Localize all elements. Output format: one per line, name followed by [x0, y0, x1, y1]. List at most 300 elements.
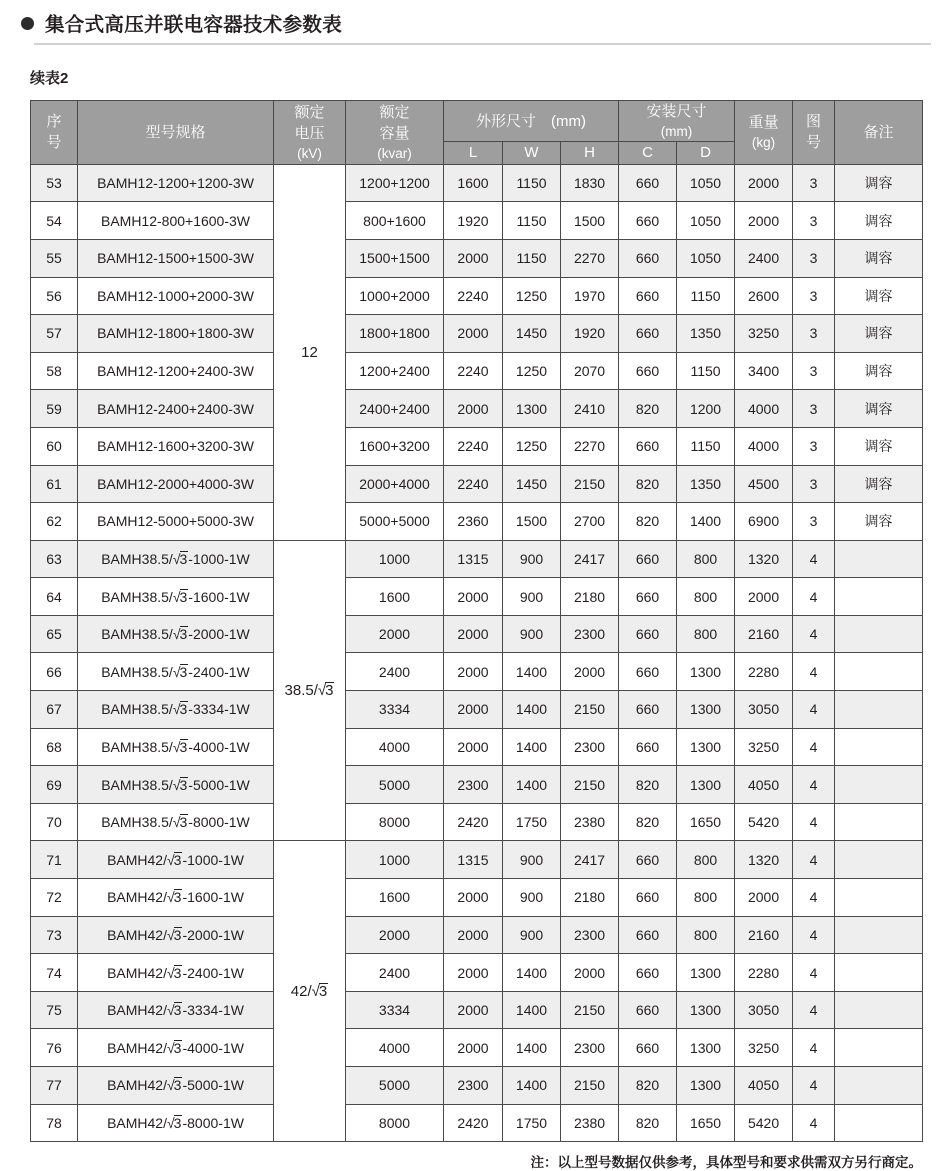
cell-install-d: 1300 [677, 691, 735, 729]
cell-drawing-no: 4 [793, 1104, 835, 1142]
cell-height: 2270 [561, 427, 619, 465]
cell-install-c: 660 [619, 352, 677, 390]
cell-length: 2000 [444, 879, 503, 917]
cell-install-d: 1150 [677, 277, 735, 315]
table-head [31, 101, 923, 165]
cell-height: 2180 [561, 879, 619, 917]
cell-capacity: 1200+2400 [346, 352, 444, 390]
cell-install-d: 1300 [677, 653, 735, 691]
cell-install-c: 660 [619, 691, 677, 729]
cell-install-c: 660 [619, 615, 677, 653]
cell-install-d: 1050 [677, 164, 735, 202]
cell-width: 900 [503, 841, 561, 879]
cell-install-c: 660 [619, 991, 677, 1029]
cell-install-d: 800 [677, 879, 735, 917]
table-subtitle: 续表2 [30, 70, 69, 87]
cell-remark: 调容 [835, 465, 923, 503]
cell-model: BAMH38.5/√3-2400-1W [78, 653, 274, 691]
cell-install-d: 800 [677, 578, 735, 616]
cell-model: BAMH12-2400+2400-3W [78, 390, 274, 428]
cell-seq: 53 [31, 164, 78, 202]
col-header-drawing [793, 101, 835, 165]
cell-model: BAMH38.5/√3-2000-1W [78, 615, 274, 653]
cell-seq: 70 [31, 803, 78, 841]
cell-seq: 64 [31, 578, 78, 616]
cell-capacity: 2400 [346, 954, 444, 992]
cell-height: 2417 [561, 540, 619, 578]
cell-drawing-no: 3 [793, 315, 835, 353]
cell-height: 2700 [561, 503, 619, 541]
cell-install-d: 1300 [677, 1067, 735, 1105]
cell-model: BAMH38.5/√3-1600-1W [78, 578, 274, 616]
cell-drawing-no: 4 [793, 841, 835, 879]
cell-drawing-no: 3 [793, 465, 835, 503]
cell-capacity: 1000+2000 [346, 277, 444, 315]
table-row [31, 352, 923, 390]
table-row [31, 841, 923, 879]
cell-install-c: 820 [619, 503, 677, 541]
table-row [31, 503, 923, 541]
table-row [31, 202, 923, 240]
cell-install-c: 660 [619, 202, 677, 240]
cell-model: BAMH12-2000+4000-3W [78, 465, 274, 503]
col-header-remark: 备注 [835, 101, 923, 165]
cell-install-c: 660 [619, 1029, 677, 1067]
cell-height: 1920 [561, 315, 619, 353]
cell-remark [835, 691, 923, 729]
cell-drawing-no: 3 [793, 277, 835, 315]
cell-weight: 4000 [735, 427, 793, 465]
table-row [31, 916, 923, 954]
cell-install-c: 660 [619, 277, 677, 315]
cell-drawing-no: 3 [793, 390, 835, 428]
capacitor-spec-table [30, 100, 923, 1142]
cell-height: 2150 [561, 465, 619, 503]
cell-length: 2000 [444, 653, 503, 691]
cell-drawing-no: 4 [793, 1029, 835, 1067]
col-header-H: H [561, 142, 619, 164]
cell-drawing-no: 4 [793, 766, 835, 804]
cell-capacity: 2000 [346, 615, 444, 653]
cell-install-d: 800 [677, 615, 735, 653]
cell-capacity: 2400+2400 [346, 390, 444, 428]
cell-install-d: 1300 [677, 728, 735, 766]
cell-model: BAMH12-1200+1200-3W [78, 164, 274, 202]
cell-install-c: 820 [619, 766, 677, 804]
cell-capacity: 1600 [346, 879, 444, 917]
cell-capacity: 3334 [346, 691, 444, 729]
cell-seq: 68 [31, 728, 78, 766]
cell-remark: 调容 [835, 352, 923, 390]
cell-drawing-no: 3 [793, 202, 835, 240]
cell-capacity: 1000 [346, 841, 444, 879]
col-header-L: L [444, 142, 503, 164]
col-header-install-group [619, 101, 735, 142]
cell-length: 2300 [444, 1067, 503, 1105]
cell-install-d: 1650 [677, 1104, 735, 1142]
cell-remark: 调容 [835, 315, 923, 353]
cell-weight: 3050 [735, 691, 793, 729]
col-header-weight-line1: 重量 [748, 114, 779, 132]
cell-remark: 调容 [835, 164, 923, 202]
cell-capacity: 1200+1200 [346, 164, 444, 202]
cell-model: BAMH12-1200+2400-3W [78, 352, 274, 390]
cell-drawing-no: 4 [793, 691, 835, 729]
cell-remark: 调容 [835, 390, 923, 428]
cell-capacity: 800+1600 [346, 202, 444, 240]
cell-length: 2240 [444, 352, 503, 390]
col-header-voltage [274, 101, 346, 165]
cell-weight: 3250 [735, 1029, 793, 1067]
cell-seq: 55 [31, 239, 78, 277]
cell-weight: 3050 [735, 991, 793, 1029]
cell-drawing-no: 4 [793, 653, 835, 691]
col-header-seq [31, 101, 78, 165]
cell-width: 1150 [503, 202, 561, 240]
cell-height: 2380 [561, 803, 619, 841]
cell-width: 1400 [503, 653, 561, 691]
col-header-outline-group: 外形尺寸 (mm) [444, 101, 619, 142]
cell-model: BAMH38.5/√3-5000-1W [78, 766, 274, 804]
cell-height: 2270 [561, 239, 619, 277]
cell-height: 2150 [561, 766, 619, 804]
cell-width: 1300 [503, 390, 561, 428]
cell-remark [835, 766, 923, 804]
col-header-seq-line2: 号 [46, 134, 62, 152]
page-title: 集合式高压并联电容器技术参数表 [45, 14, 343, 36]
cell-remark: 调容 [835, 239, 923, 277]
cell-weight: 4000 [735, 390, 793, 428]
cell-width: 900 [503, 578, 561, 616]
cell-height: 2150 [561, 1067, 619, 1105]
cell-length: 2240 [444, 277, 503, 315]
cell-width: 1400 [503, 728, 561, 766]
cell-install-c: 660 [619, 916, 677, 954]
cell-capacity: 1800+1800 [346, 315, 444, 353]
cell-length: 2000 [444, 728, 503, 766]
cell-weight: 2600 [735, 277, 793, 315]
cell-install-d: 1350 [677, 465, 735, 503]
cell-capacity: 1500+1500 [346, 239, 444, 277]
table-row [31, 691, 923, 729]
table-row [31, 653, 923, 691]
cell-seq: 71 [31, 841, 78, 879]
cell-drawing-no: 4 [793, 540, 835, 578]
cell-remark: 调容 [835, 277, 923, 315]
col-header-capacity-line1: 额定 [379, 103, 410, 121]
cell-remark [835, 841, 923, 879]
cell-length: 1920 [444, 202, 503, 240]
cell-weight: 2000 [735, 578, 793, 616]
cell-model: BAMH42/√3-2000-1W [78, 916, 274, 954]
cell-width: 900 [503, 540, 561, 578]
cell-weight: 5420 [735, 803, 793, 841]
cell-length: 1315 [444, 540, 503, 578]
col-header-weight-unit: (kg) [751, 135, 776, 151]
cell-capacity: 3334 [346, 991, 444, 1029]
cell-height: 2150 [561, 691, 619, 729]
cell-seq: 66 [31, 653, 78, 691]
cell-capacity: 1600+3200 [346, 427, 444, 465]
table-row [31, 879, 923, 917]
col-header-D: D [677, 142, 735, 164]
col-header-weight [735, 101, 793, 165]
cell-install-c: 660 [619, 164, 677, 202]
cell-height: 2300 [561, 916, 619, 954]
cell-capacity: 5000 [346, 766, 444, 804]
spec-table-wrapper [30, 100, 922, 1142]
cell-drawing-no: 4 [793, 916, 835, 954]
cell-capacity: 1600 [346, 578, 444, 616]
cell-length: 2420 [444, 1104, 503, 1142]
cell-weight: 1320 [735, 841, 793, 879]
cell-install-d: 1300 [677, 954, 735, 992]
cell-length: 2000 [444, 954, 503, 992]
cell-height: 2380 [561, 1104, 619, 1142]
cell-length: 2000 [444, 390, 503, 428]
cell-height: 1970 [561, 277, 619, 315]
cell-height: 2000 [561, 954, 619, 992]
cell-seq: 62 [31, 503, 78, 541]
col-header-model: 型号规格 [78, 101, 274, 165]
table-row [31, 1067, 923, 1105]
page-header [0, 0, 950, 37]
cell-height: 2150 [561, 991, 619, 1029]
cell-seq: 57 [31, 315, 78, 353]
cell-install-d: 1150 [677, 427, 735, 465]
cell-remark: 调容 [835, 202, 923, 240]
cell-install-c: 820 [619, 1067, 677, 1105]
cell-seq: 56 [31, 277, 78, 315]
cell-remark [835, 803, 923, 841]
table-row [31, 390, 923, 428]
cell-width: 900 [503, 879, 561, 917]
cell-install-d: 1150 [677, 352, 735, 390]
cell-capacity: 8000 [346, 1104, 444, 1142]
cell-width: 1150 [503, 239, 561, 277]
cell-weight: 3250 [735, 728, 793, 766]
cell-install-d: 1650 [677, 803, 735, 841]
filled-circle-icon [21, 17, 34, 30]
cell-height: 2070 [561, 352, 619, 390]
cell-weight: 2280 [735, 954, 793, 992]
cell-rated-voltage: 42/√3 [274, 841, 346, 1142]
cell-model: BAMH38.5/√3-3334-1W [78, 691, 274, 729]
cell-capacity: 4000 [346, 1029, 444, 1067]
cell-install-c: 660 [619, 578, 677, 616]
cell-weight: 2000 [735, 202, 793, 240]
table-row [31, 540, 923, 578]
cell-width: 1250 [503, 427, 561, 465]
cell-width: 1150 [503, 164, 561, 202]
col-header-install-line1: 安装尺寸 [646, 103, 707, 120]
cell-remark [835, 728, 923, 766]
cell-weight: 5420 [735, 1104, 793, 1142]
cell-weight: 2000 [735, 879, 793, 917]
cell-width: 900 [503, 916, 561, 954]
table-row [31, 1029, 923, 1067]
cell-width: 1500 [503, 503, 561, 541]
cell-install-d: 800 [677, 841, 735, 879]
cell-seq: 69 [31, 766, 78, 804]
cell-height: 2180 [561, 578, 619, 616]
cell-model: BAMH12-5000+5000-3W [78, 503, 274, 541]
cell-install-d: 1350 [677, 315, 735, 353]
cell-remark [835, 991, 923, 1029]
table-row [31, 465, 923, 503]
cell-rated-voltage: 12 [274, 164, 346, 540]
cell-model: BAMH42/√3-1600-1W [78, 879, 274, 917]
cell-seq: 78 [31, 1104, 78, 1142]
cell-capacity: 5000+5000 [346, 503, 444, 541]
cell-model: BAMH42/√3-1000-1W [78, 841, 274, 879]
cell-width: 1750 [503, 1104, 561, 1142]
cell-capacity: 2000+4000 [346, 465, 444, 503]
cell-remark [835, 578, 923, 616]
cell-seq: 77 [31, 1067, 78, 1105]
cell-seq: 58 [31, 352, 78, 390]
cell-capacity: 8000 [346, 803, 444, 841]
cell-drawing-no: 4 [793, 728, 835, 766]
cell-height: 2410 [561, 390, 619, 428]
cell-install-c: 660 [619, 954, 677, 992]
cell-width: 1250 [503, 352, 561, 390]
cell-width: 1400 [503, 1029, 561, 1067]
cell-install-c: 660 [619, 239, 677, 277]
cell-width: 1450 [503, 315, 561, 353]
cell-height: 2417 [561, 841, 619, 879]
cell-remark [835, 540, 923, 578]
table-row [31, 427, 923, 465]
cell-length: 2000 [444, 615, 503, 653]
cell-length: 2240 [444, 427, 503, 465]
col-header-voltage-unit: (kV) [297, 146, 322, 162]
cell-weight: 6900 [735, 503, 793, 541]
table-row [31, 1104, 923, 1142]
cell-remark [835, 879, 923, 917]
cell-model: BAMH12-800+1600-3W [78, 202, 274, 240]
cell-seq: 63 [31, 540, 78, 578]
cell-weight: 2280 [735, 653, 793, 691]
cell-install-d: 800 [677, 540, 735, 578]
cell-install-c: 820 [619, 465, 677, 503]
cell-length: 1315 [444, 841, 503, 879]
cell-length: 2000 [444, 1029, 503, 1067]
header-row-top [31, 101, 923, 142]
cell-width: 900 [503, 615, 561, 653]
cell-install-d: 1050 [677, 202, 735, 240]
cell-install-c: 660 [619, 427, 677, 465]
table-row [31, 315, 923, 353]
table-row [31, 277, 923, 315]
cell-install-d: 1200 [677, 390, 735, 428]
col-header-capacity-line2: 容量 [379, 124, 410, 142]
cell-remark [835, 916, 923, 954]
cell-length: 2000 [444, 578, 503, 616]
cell-model: BAMH38.5/√3-4000-1W [78, 728, 274, 766]
cell-remark [835, 615, 923, 653]
cell-seq: 75 [31, 991, 78, 1029]
cell-install-d: 800 [677, 916, 735, 954]
cell-drawing-no: 4 [793, 954, 835, 992]
cell-length: 2240 [444, 465, 503, 503]
cell-remark [835, 653, 923, 691]
cell-model: BAMH42/√3-8000-1W [78, 1104, 274, 1142]
cell-length: 2000 [444, 315, 503, 353]
cell-drawing-no: 3 [793, 164, 835, 202]
cell-weight: 1320 [735, 540, 793, 578]
cell-install-c: 660 [619, 728, 677, 766]
table-row [31, 578, 923, 616]
cell-height: 2300 [561, 728, 619, 766]
cell-install-c: 660 [619, 841, 677, 879]
cell-drawing-no: 3 [793, 503, 835, 541]
cell-weight: 4050 [735, 1067, 793, 1105]
cell-seq: 73 [31, 916, 78, 954]
cell-width: 1400 [503, 954, 561, 992]
col-header-capacity-unit: (kvar) [377, 146, 412, 162]
cell-install-c: 660 [619, 653, 677, 691]
cell-model: BAMH12-1000+2000-3W [78, 277, 274, 315]
cell-height: 2300 [561, 615, 619, 653]
cell-remark [835, 1029, 923, 1067]
col-header-C: C [619, 142, 677, 164]
cell-length: 2420 [444, 803, 503, 841]
cell-height: 2300 [561, 1029, 619, 1067]
cell-width: 1400 [503, 991, 561, 1029]
cell-install-d: 1300 [677, 991, 735, 1029]
cell-length: 2000 [444, 916, 503, 954]
table-row [31, 615, 923, 653]
cell-drawing-no: 4 [793, 578, 835, 616]
footer-note: 注：以上型号数据仅供参考，具体型号和要求供需双方另行商定。 [530, 1155, 922, 1171]
cell-seq: 61 [31, 465, 78, 503]
header-divider [34, 43, 931, 45]
cell-remark [835, 954, 923, 992]
cell-width: 1400 [503, 766, 561, 804]
cell-seq: 74 [31, 954, 78, 992]
cell-weight: 4050 [735, 766, 793, 804]
cell-seq: 59 [31, 390, 78, 428]
cell-drawing-no: 4 [793, 879, 835, 917]
col-header-drawing-line1: 图 [806, 113, 822, 131]
cell-height: 1830 [561, 164, 619, 202]
cell-seq: 72 [31, 879, 78, 917]
cell-drawing-no: 4 [793, 615, 835, 653]
cell-install-d: 1300 [677, 766, 735, 804]
cell-length: 2000 [444, 239, 503, 277]
col-header-drawing-line2: 号 [806, 134, 822, 152]
cell-height: 2000 [561, 653, 619, 691]
cell-install-d: 1300 [677, 1029, 735, 1067]
cell-install-c: 660 [619, 879, 677, 917]
cell-model: BAMH38.5/√3-8000-1W [78, 803, 274, 841]
col-header-install-unit: (mm) [660, 124, 693, 140]
cell-height: 1500 [561, 202, 619, 240]
cell-seq: 60 [31, 427, 78, 465]
cell-model: BAMH42/√3-2400-1W [78, 954, 274, 992]
cell-model: BAMH12-1800+1800-3W [78, 315, 274, 353]
cell-install-c: 660 [619, 315, 677, 353]
cell-weight: 2160 [735, 916, 793, 954]
cell-weight: 3400 [735, 352, 793, 390]
cell-capacity: 1000 [346, 540, 444, 578]
cell-rated-voltage: 38.5/√3 [274, 540, 346, 841]
cell-capacity: 4000 [346, 728, 444, 766]
cell-model: BAMH42/√3-4000-1W [78, 1029, 274, 1067]
col-header-capacity [346, 101, 444, 165]
cell-seq: 65 [31, 615, 78, 653]
